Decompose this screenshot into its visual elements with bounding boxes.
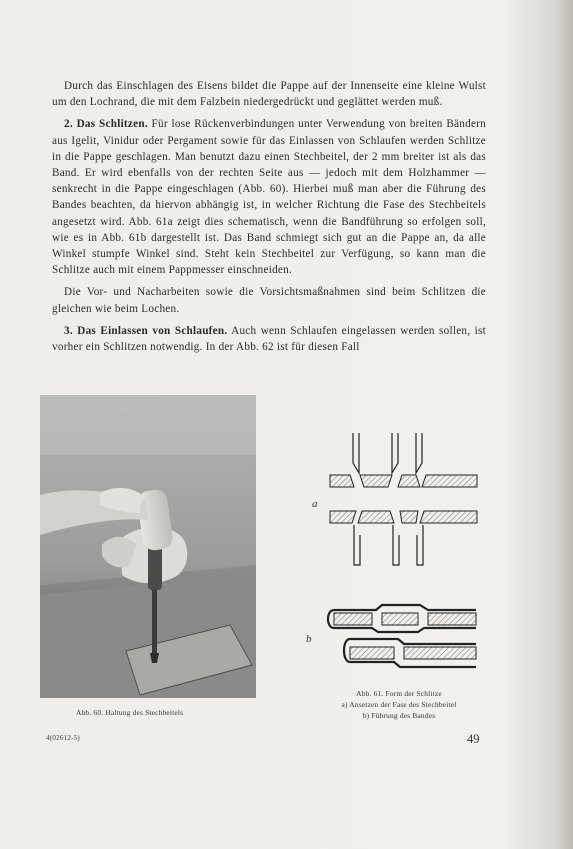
heading-schlaufen: 3. Das Einlassen von Schlaufen. bbox=[64, 324, 228, 337]
label-a: a bbox=[312, 498, 318, 510]
paragraph-4-body: Auch wenn Schlaufen eingelassen werden sollen, ist vorher ein Schlitzen notwendig. In der Abb. 62 ist für diesen Fall bbox=[52, 324, 486, 354]
figure-61-caption-b: b) Führung des Bandes bbox=[362, 711, 436, 720]
paragraph-2 bbox=[52, 116, 486, 278]
paragraph-1: Durch das Einschlagen des Eisens bildet die Pappe auf der Innenseite eine kleine Wulst um den Lochrand, die mit dem Falzbein niedergedrückt und geglättet werden muß. bbox=[52, 80, 486, 109]
figure-60-photo bbox=[40, 395, 256, 698]
label-b: b bbox=[306, 633, 312, 645]
figure-61-caption-a: a) Ansetzen der Fase des Stechbeitel bbox=[341, 700, 457, 709]
figure-60-caption: Abb. 60. Haltung des Stechbeitels bbox=[76, 708, 184, 717]
heading-schlitzen: 2. Das Schlitzen. bbox=[64, 118, 148, 131]
chisel-photo-illustration bbox=[40, 395, 256, 698]
paragraph-3: Die Vor- und Nacharbeiten sowie die Vorsichtsmaßnahmen sind beim Schlitzen die gleichen wie beim Lochen. bbox=[52, 286, 486, 315]
print-code: 4(02612-5) bbox=[46, 733, 80, 742]
paragraph-2-body: Für lose Rückenverbindungen unter Verwendung von breiten Bändern aus Igelit, Vinidur oder Pergament sowie für das Einlassen von Schlaufen werden Schlitze in die Pappe geschlagen. Man benutzt dazu einen Stechbeitel, der 2 mm breiter ist als das Band. Er wird ebenfalls von der rechten Seite aus — jedoch mit dem Holzhammer — senkrecht in die Pappe eingeschlagen (Abb. 60). Hierbei muß man aber die Führung des Bandes beachten, da hiervon abhängig ist, in welcher Richtung die Fase des Stechbeitels angesetzt wird. Abb. 61a zeigt dies schematisch, wenn die Bandführung so erfolgen soll, wie es in Abb. 61b dargestellt ist. Das Band schmiegt sich gut an die Pappe an, da alle Winkel stumpfe Winkel sind. Steht kein Stechbeitel zur Verfügung, so kann man die Schlitze auch mit einem Pappmesser einschneiden. bbox=[52, 118, 486, 277]
body-text bbox=[52, 78, 486, 361]
figure-61-caption bbox=[325, 688, 473, 721]
paragraph-4 bbox=[52, 323, 486, 355]
figure-61-diagram bbox=[320, 425, 480, 675]
figure-61-caption-title: Abb. 61. Form der Schlitze bbox=[356, 689, 442, 698]
page-number: 49 bbox=[467, 732, 480, 746]
